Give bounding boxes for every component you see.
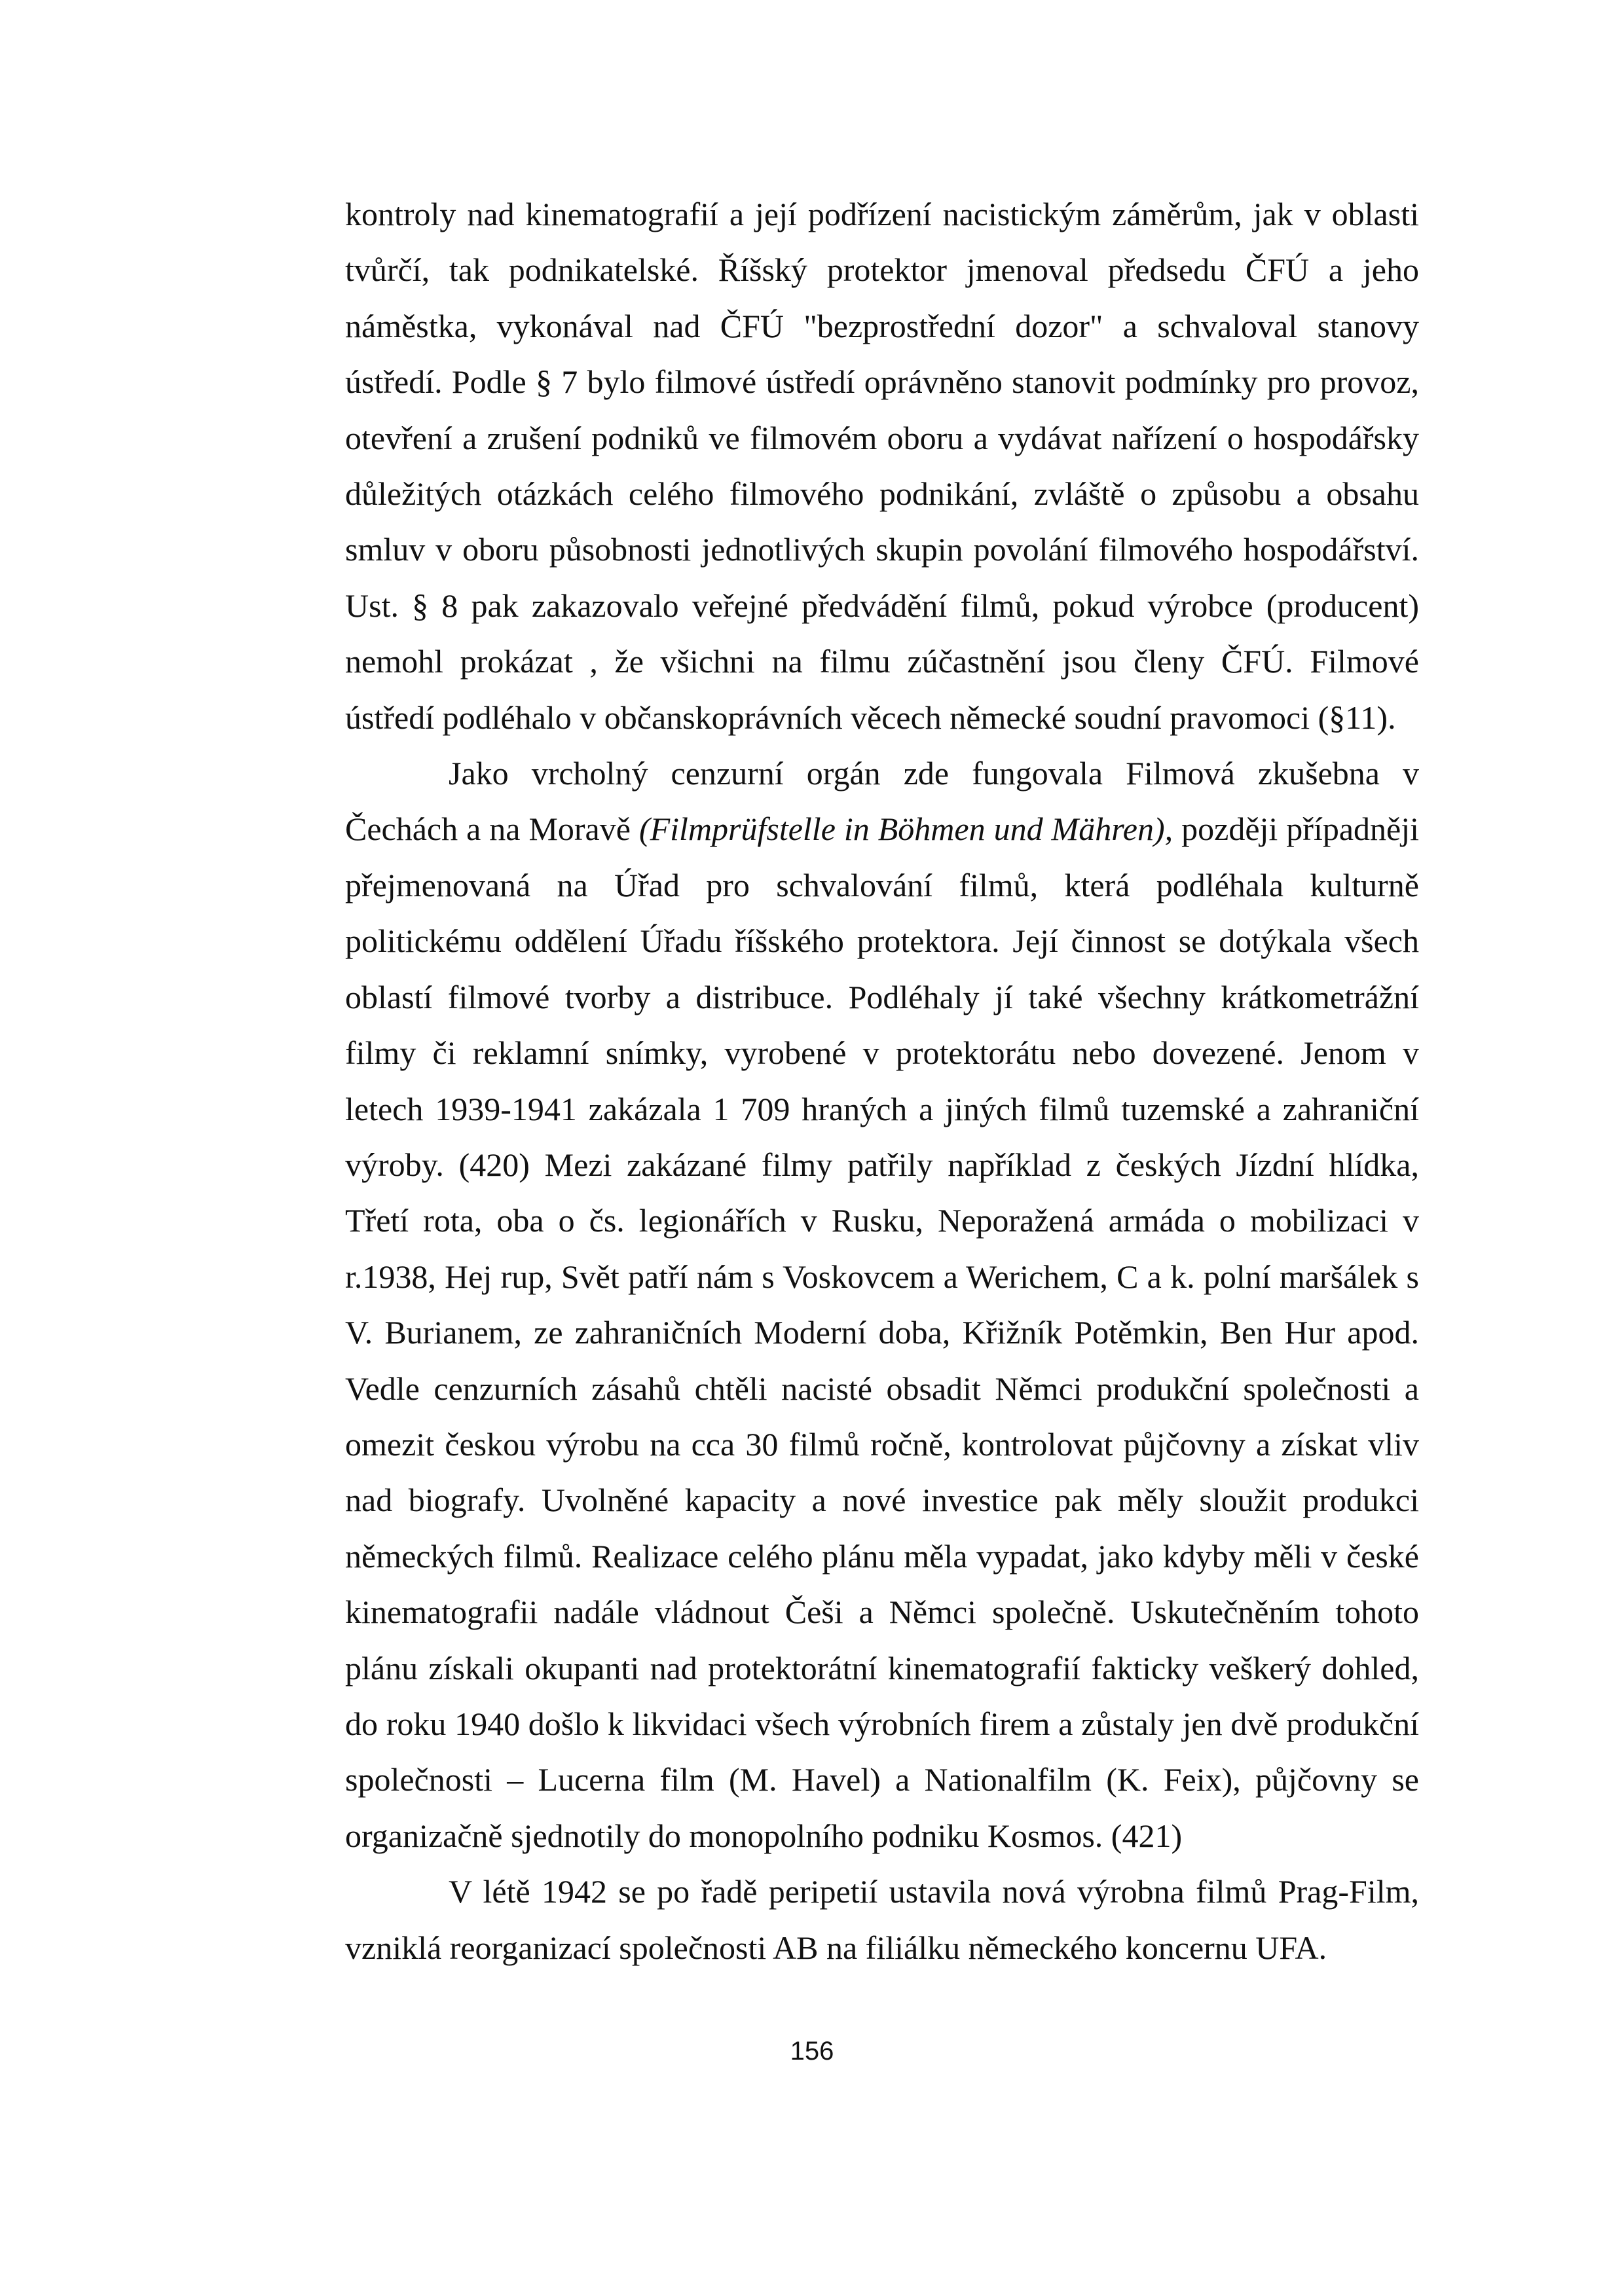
paragraph-2-italic-title: (Filmprüfstelle in Böhmen und Mähren),: [638, 811, 1173, 848]
paragraph-1: [345, 187, 1419, 746]
paragraph-1-text: kontroly nad kinematografií a její podřízení nacistickým záměrům, jak v oblasti tvůrčí, tak podnikatelské. Říšský protektor jmenoval předsedu ČFÚ a jeho náměstka, vykonával nad ČFÚ "bezprostřední dozor" a schvaloval stanovy ústředí. Podle § 7 bylo filmové ústředí oprávněno stanovit podmínky pro provoz, otevření a zrušení podniků ve filmovém oboru a vydávat nařízení o hospodářsky důležitých otázkách celého filmového podnikání, zvláště o způsobu a obsahu smluv v oboru působnosti jednotlivých skupin povolání filmového hospodářství. Ust. § 8 pak zakazovalo veřejné předvádění filmů, pokud výrobce (producent) nemohl prokázat , že všichni na filmu zúčastnění jsou členy ČFÚ. Filmové ústředí podléhalo v občanskoprávních věcech německé soudní pravomoci (§11).: [345, 196, 1419, 736]
paragraph-2-text-cont: později případněji přejmenovaná na Úřad pro schvalování filmů, která podléhala kulturně politickému oddělení Úřadu říšského protektora. Její činnost se dotýkala všech oblastí filmové tvorby a distribuce. Podléhaly jí také všechny krátkometrážní filmy či reklamní snímky, vyrobené v protektorátu nebo dovezené. Jenom v letech 1939-1941 zakázala 1 709 hraných a jiných filmů tuzemské a zahraniční výroby. (420) Mezi zakázané filmy patřily například z českých Jízdní hlídka, Třetí rota, oba o čs. legionářích v Rusku, Neporažená armáda o mobilizaci v r.1938, Hej rup, Svět patří nám s Voskovcem a Werichem, C a k. polní maršálek s V. Burianem, ze zahraničních Moderní doba, Křižník Potěmkin, Ben Hur apod. Vedle cenzurních zásahů chtěli nacisté obsadit Němci produkční společnosti a omezit českou výrobu na cca 30 filmů ročně, kontrolovat půjčovny a získat vliv nad biografy. Uvolněné kapacity a nové investice pak měly sloužit produkci německých filmů. Realizace celého plánu měla vypadat, jako kdyby měli v české kinematografii nadále vládnout Češi a Němci společně. Uskutečněním tohoto plánu získali okupanti nad protektorátní kinematografií fakticky veškerý dohled, do roku 1940 došlo k likvidaci všech výrobních firem a zůstaly jen dvě produkční společnosti – Lucerna film (M. Havel) a Nationalfilm (K. Feix), půjčovny se organizačně sjednotily do monopolního podniku Kosmos. (421): [345, 811, 1419, 1854]
paragraph-2: [345, 746, 1419, 1864]
paragraph-3-text: V létě 1942 se po řadě peripetií ustavila nová výrobna filmů Prag-Film, vzniklá reorganizací společnosti AB na filiálku německého koncernu UFA.: [345, 1873, 1419, 1966]
document-body: [345, 187, 1419, 1976]
paragraph-2-text: Jako vrcholný cenzurní orgán zde fungovala Filmová zkušebna v Čechách a na Moravě: [345, 755, 1419, 848]
page-number: 156: [790, 2037, 834, 2066]
paragraph-3: [345, 1864, 1419, 1976]
